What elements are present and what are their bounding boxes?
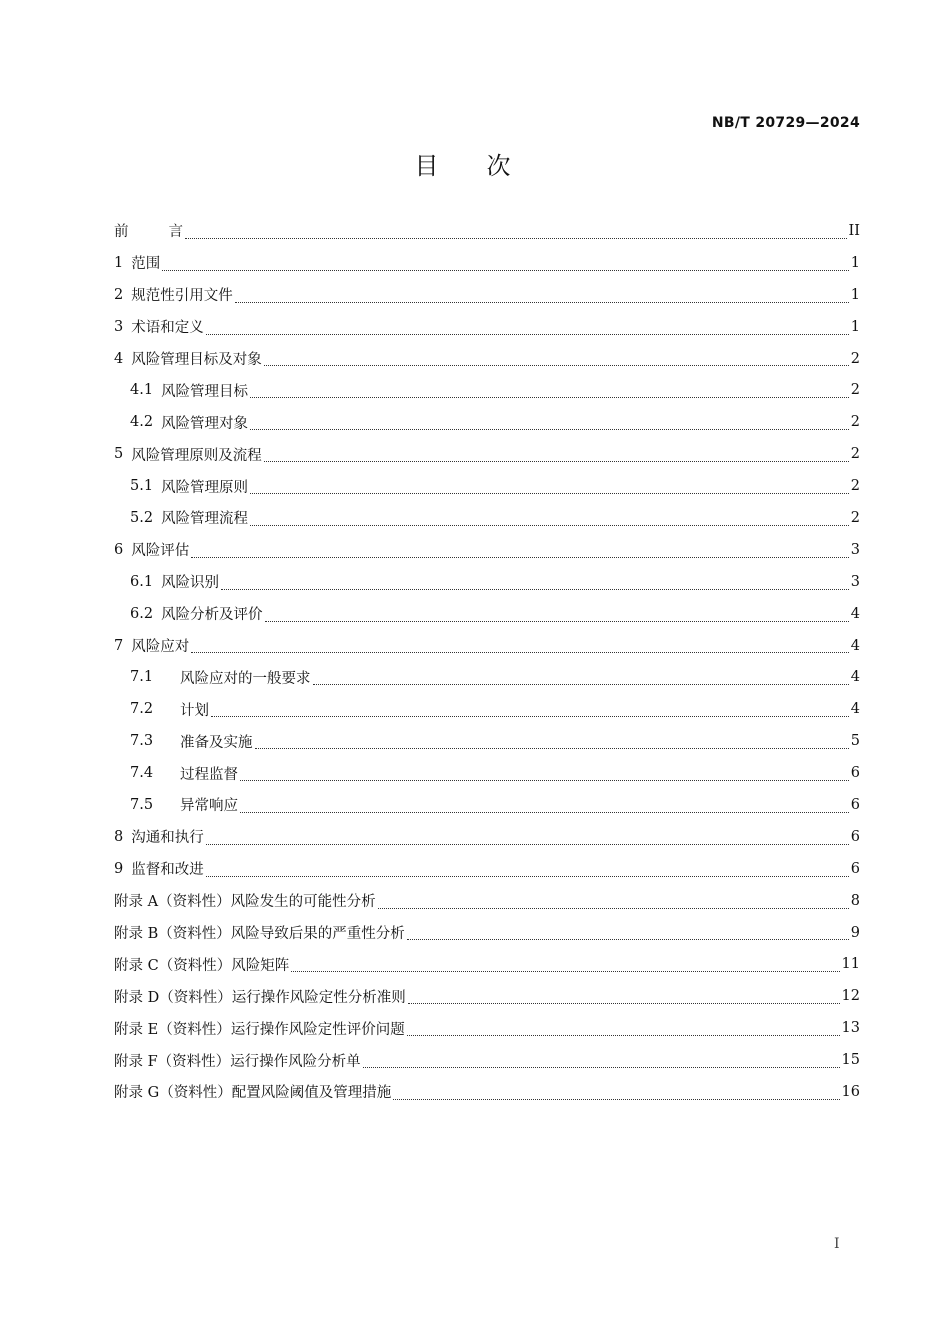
toc-entry-label: 附录 G（资料性）配置风险阈值及管理措施 xyxy=(114,1085,392,1102)
dot-leader xyxy=(221,588,849,590)
toc-entry[interactable] xyxy=(114,693,860,725)
dot-leader xyxy=(211,715,849,717)
dot-leader xyxy=(206,843,849,845)
toc-entry-number: 6 xyxy=(114,541,124,558)
toc-entry-page: II xyxy=(848,222,860,239)
toc-entry-number: 6.2 xyxy=(130,605,154,622)
toc-entry[interactable] xyxy=(114,311,860,343)
dot-leader xyxy=(408,1002,840,1004)
toc-entry[interactable] xyxy=(114,980,860,1012)
toc-entry-number: 7.1 xyxy=(130,669,154,686)
toc-entry-label: 过程监督 xyxy=(180,766,238,783)
toc-entry-label: 计划 xyxy=(180,702,209,719)
toc-entry-page: 1 xyxy=(850,254,860,271)
toc-entry-label: 风险应对的一般要求 xyxy=(180,670,311,687)
dot-leader xyxy=(191,651,849,653)
dot-leader xyxy=(240,779,849,781)
toc-entry[interactable] xyxy=(114,1044,860,1076)
toc-entry-page: 2 xyxy=(850,509,860,526)
toc-entry-page: 13 xyxy=(841,1020,860,1037)
toc-list xyxy=(114,215,860,1108)
toc-entry-page: 3 xyxy=(850,573,860,590)
toc-entry[interactable] xyxy=(114,343,860,375)
dot-leader xyxy=(378,907,849,909)
toc-entry-label: 风险评估 xyxy=(131,543,190,560)
dot-leader xyxy=(313,683,849,685)
toc-entry-label: 附录 E（资料性）运行操作风险定性评价问题 xyxy=(114,1021,405,1038)
dot-leader xyxy=(206,333,849,335)
toc-entry[interactable] xyxy=(114,630,860,662)
toc-entry-label: 风险管理目标及对象 xyxy=(131,352,262,368)
toc-entry-label: 风险管理目标 xyxy=(161,383,249,400)
page-folio: I xyxy=(834,1236,840,1252)
toc-entry-page: 2 xyxy=(850,382,860,399)
toc-entry-label: 附录 B（资料性）风险导致后果的严重性分析 xyxy=(114,926,405,943)
toc-entry[interactable] xyxy=(114,948,860,980)
dot-leader xyxy=(407,938,849,940)
toc-entry-number: 4.2 xyxy=(130,414,154,431)
toc-entry-page: 15 xyxy=(841,1052,860,1069)
toc-entry[interactable] xyxy=(114,853,860,885)
toc-entry-number: 8 xyxy=(114,828,124,845)
toc-entry[interactable] xyxy=(114,215,860,247)
toc-entry-label: 风险管理原则及流程 xyxy=(131,447,262,464)
toc-entry-number: 7.2 xyxy=(130,701,154,718)
toc-entry-number: 5.2 xyxy=(130,509,154,526)
toc-entry[interactable] xyxy=(114,661,860,693)
toc-entry-page: 9 xyxy=(850,924,860,941)
toc-entry-page: 2 xyxy=(850,478,860,495)
dot-leader xyxy=(191,556,849,558)
dot-leader xyxy=(264,460,849,462)
toc-entry-number: 2 xyxy=(114,286,124,303)
dot-leader xyxy=(240,811,849,813)
toc-entry-page: 4 xyxy=(850,669,860,686)
toc-entry-page: 2 xyxy=(850,446,860,463)
dot-leader xyxy=(264,364,849,366)
toc-entry-label: 风险管理对象 xyxy=(161,415,249,432)
toc-entry-label: 异常响应 xyxy=(180,798,238,815)
toc-entry-page: 6 xyxy=(850,828,860,845)
toc-entry-number: 6.1 xyxy=(130,573,154,590)
dot-leader xyxy=(250,524,849,526)
toc-entry[interactable] xyxy=(114,470,860,502)
toc-title: 目 次 xyxy=(414,152,511,180)
toc-entry[interactable] xyxy=(114,502,860,534)
toc-entry-label: 准备及实施 xyxy=(180,734,253,751)
toc-entry-page: 2 xyxy=(850,414,860,431)
toc-entry-page: 4 xyxy=(850,605,860,622)
toc-entry-label: 沟通和执行 xyxy=(131,830,204,847)
toc-entry-page: 1 xyxy=(850,318,860,335)
toc-entry[interactable] xyxy=(114,566,860,598)
dot-leader xyxy=(291,970,839,972)
toc-entry-label: 风险管理流程 xyxy=(161,511,249,528)
toc-entry[interactable] xyxy=(114,917,860,949)
toc-entry-label: 监督和改进 xyxy=(131,862,204,879)
dot-leader xyxy=(407,1034,840,1036)
toc-entry-number: 7 xyxy=(114,637,124,654)
toc-entry-label: 风险应对 xyxy=(131,639,190,656)
toc-entry-number: 7.3 xyxy=(130,733,154,750)
toc-entry-page: 6 xyxy=(850,765,860,782)
toc-entry-label: 术语和定义 xyxy=(131,320,204,337)
toc-entry-number: 1 xyxy=(114,254,124,271)
dot-leader xyxy=(235,301,849,303)
toc-entry-label: 附录 A（资料性）风险发生的可能性分析 xyxy=(114,894,376,911)
dot-leader xyxy=(255,747,849,749)
toc-entry-number: 4 xyxy=(114,350,124,367)
dot-leader xyxy=(363,1066,840,1068)
toc-entry-page: 4 xyxy=(850,701,860,718)
dot-leader xyxy=(250,396,849,398)
toc-entry[interactable] xyxy=(114,438,860,470)
toc-entry-page: 2 xyxy=(850,350,860,367)
dot-leader xyxy=(250,428,849,430)
toc-entry[interactable] xyxy=(114,757,860,789)
toc-entry[interactable] xyxy=(114,1012,860,1044)
toc-entry-page: 12 xyxy=(841,988,860,1005)
dot-leader xyxy=(265,620,849,622)
toc-entry[interactable] xyxy=(114,821,860,853)
toc-entry-label: 范围 xyxy=(131,256,161,273)
toc-entry[interactable] xyxy=(114,885,860,917)
toc-entry-number: 7.5 xyxy=(130,796,154,813)
toc-entry-label: 规范性引用文件 xyxy=(131,288,233,305)
toc-entry[interactable] xyxy=(114,598,860,630)
toc-entry-page: 5 xyxy=(850,733,860,750)
toc-entry[interactable] xyxy=(114,247,860,279)
toc-entry-label: 风险分析及评价 xyxy=(161,607,263,624)
dot-leader xyxy=(206,875,849,877)
dot-leader xyxy=(250,492,849,494)
toc-entry-number: 4.1 xyxy=(130,382,154,399)
toc-entry-page: 6 xyxy=(850,860,860,877)
toc-entry-label: 风险管理原则 xyxy=(161,479,249,496)
toc-entry[interactable] xyxy=(114,279,860,311)
toc-entry-label: 前言 xyxy=(114,224,223,241)
toc-entry[interactable] xyxy=(114,725,860,757)
toc-entry-label: 风险识别 xyxy=(161,575,220,592)
toc-entry-page: 8 xyxy=(850,892,860,909)
standard-code: NB/T 20729—2024 xyxy=(711,115,860,131)
dot-leader xyxy=(162,269,849,271)
toc-entry-number: 5.1 xyxy=(130,478,154,495)
toc-entry-page: 11 xyxy=(841,956,860,973)
dot-leader xyxy=(185,237,847,239)
dot-leader xyxy=(393,1098,839,1100)
toc-entry-number: 5 xyxy=(114,446,124,463)
toc-entry[interactable] xyxy=(114,1076,860,1108)
toc-entry-page: 16 xyxy=(841,1083,860,1100)
toc-entry[interactable] xyxy=(114,374,860,406)
toc-entry-number: 3 xyxy=(114,318,124,335)
toc-entry[interactable] xyxy=(114,789,860,821)
toc-entry[interactable] xyxy=(114,406,860,438)
toc-entry[interactable] xyxy=(114,534,860,566)
toc-entry-number: 7.4 xyxy=(130,765,154,782)
toc-entry-page: 1 xyxy=(850,286,860,303)
toc-entry-label: 附录 F（资料性）运行操作风险分析单 xyxy=(114,1053,361,1070)
toc-entry-page: 6 xyxy=(850,796,860,813)
toc-entry-label: 附录 D（资料性）运行操作风险定性分析准则 xyxy=(114,989,406,1006)
toc-entry-number: 9 xyxy=(114,860,124,877)
toc-entry-label: 附录 C（资料性）风险矩阵 xyxy=(114,957,290,974)
toc-entry-page: 3 xyxy=(850,541,860,558)
toc-entry-page: 4 xyxy=(850,637,860,654)
